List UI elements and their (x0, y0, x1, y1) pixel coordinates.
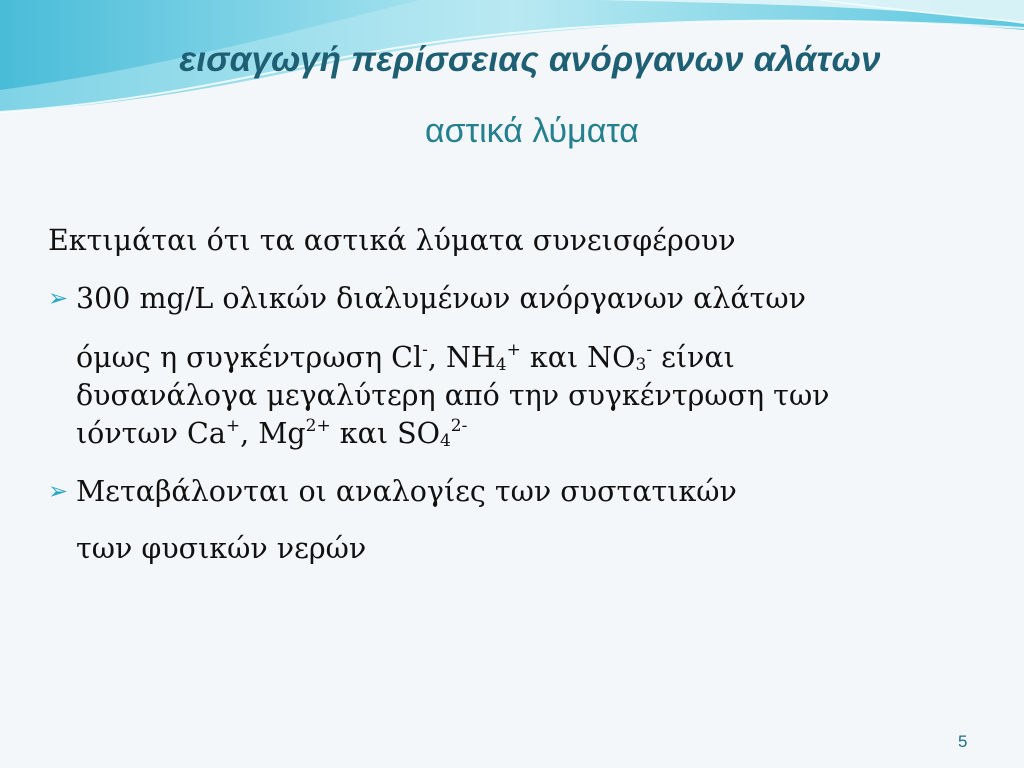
bullet-1-line-3: δυσανάλογα μεγαλύτερη από την συγκέντρωση των (76, 379, 830, 412)
arrowhead-bullet-icon: ➢ (48, 477, 69, 505)
intro-line: Εκτιμάται ότι τα αστικά λύματα συνεισφέρουν (48, 224, 736, 257)
bullet-1-line-1: 300 mg/L ολικών διαλυμένων ανόργανων αλάτων (76, 282, 806, 315)
bullet-1 (48, 280, 988, 453)
bullet-1-line-4: ιόντων Ca+, $Mg^{2+}$ και $SO_4^{2-}$ (76, 416, 468, 451)
slide-title: εισαγωγή περίσσειας ανόργανων αλάτων (179, 40, 881, 79)
slide-body (48, 222, 988, 568)
page-number: 5 (958, 732, 968, 751)
bullet-2 (48, 473, 988, 568)
bullet-1-line-2: όμως η συγκέντρωση Cl-, $NH_4^+$ και $NO_3^-$ είναι (76, 340, 735, 375)
bullet-2-line-2: των φυσικών νερών (76, 532, 367, 565)
arrowhead-bullet-icon: ➢ (48, 284, 69, 312)
bullet-2-line-1: Μεταβάλονται οι αναλογίες των συστατικών (76, 475, 737, 508)
slide-subtitle: αστικά λύματα (425, 112, 639, 150)
